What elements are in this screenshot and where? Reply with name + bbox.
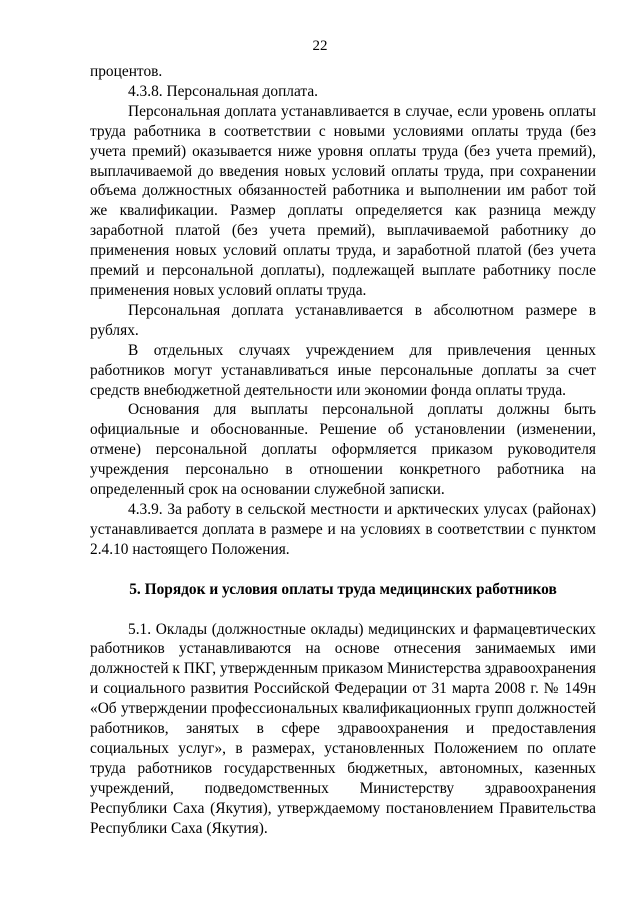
section-5-heading: 5. Порядок и условия оплаты труда медицинских работников: [129, 580, 557, 598]
document-body: [90, 62, 596, 839]
clause-4-3-8-title: 4.3.8. Персональная доплата.: [128, 82, 319, 100]
clause-4-3-8-paragraph-3: В отдельных случаях учреждением для привлечения ценных работников могут устанавливаться иные персональные доплаты за счет средств внебюджетной деятельности или экономии фонда оплаты труда.: [90, 341, 596, 399]
clause-4-3-8-paragraph-1: Персональная доплата устанавливается в случае, если уровень оплаты труда работника в соответствии с новыми условиями оплаты труда (без учета премий) оказывается ниже уровня оплаты труда (без учета премий), выплачиваемой до введения новых условий оплаты труда, при сохранении объема должностных обязанностей работника и выполнении им работ той же квалификации. Размер доплаты определяется как разница между заработной платой (без учета премий), выплачиваемой работнику до применения новых условий оплаты труда, и заработной платой (без учета премий и персональной доплаты), подлежащей выплате работнику после применения новых условий оплаты труда.: [90, 102, 596, 299]
clause-4-3-9: 4.3.9. За работу в сельской местности и арктических улусах (районах) устанавливается доплата в размере и на условиях в соответствии с пунктом 2.4.10 настоящего Положения.: [90, 500, 596, 558]
page-number: 22: [312, 38, 328, 54]
clause-4-3-8-paragraph-2: Персональная доплата устанавливается в абсолютном размере в рублях.: [90, 301, 596, 339]
clause-5-1: 5.1. Оклады (должностные оклады) медицинских и фармацевтических работников устанавливаются на основе отнесения занимаемых ими должностей к ПКГ, утвержденным приказом Министерства здравоохранения и социального развития Российской Федерации от 31 марта 2008 г. № 149н «Об утверждении профессиональных квалификационных групп должностей работников, занятых в сфере здравоохранения и предоставления социальных услуг», в размерах, установленных Положением по оплате труда работников государственных бюджетных, автономных, казенных учреждений, подведомственных Министерству здравоохранения Республики Саха (Якутия), утверждаемому постановлением Правительства Республики Саха (Якутия).: [90, 620, 596, 837]
clause-4-3-8-paragraph-4: Основания для выплаты персональной доплаты должны быть официальные и обоснованные. Решение об установлении (изменении, отмене) персональной доплаты оформляется приказом руководителя учреждения персонально в отношении конкретного работника на определенный срок на основании служебной записки.: [90, 401, 596, 499]
paragraph-continuation: процентов.: [90, 63, 163, 80]
